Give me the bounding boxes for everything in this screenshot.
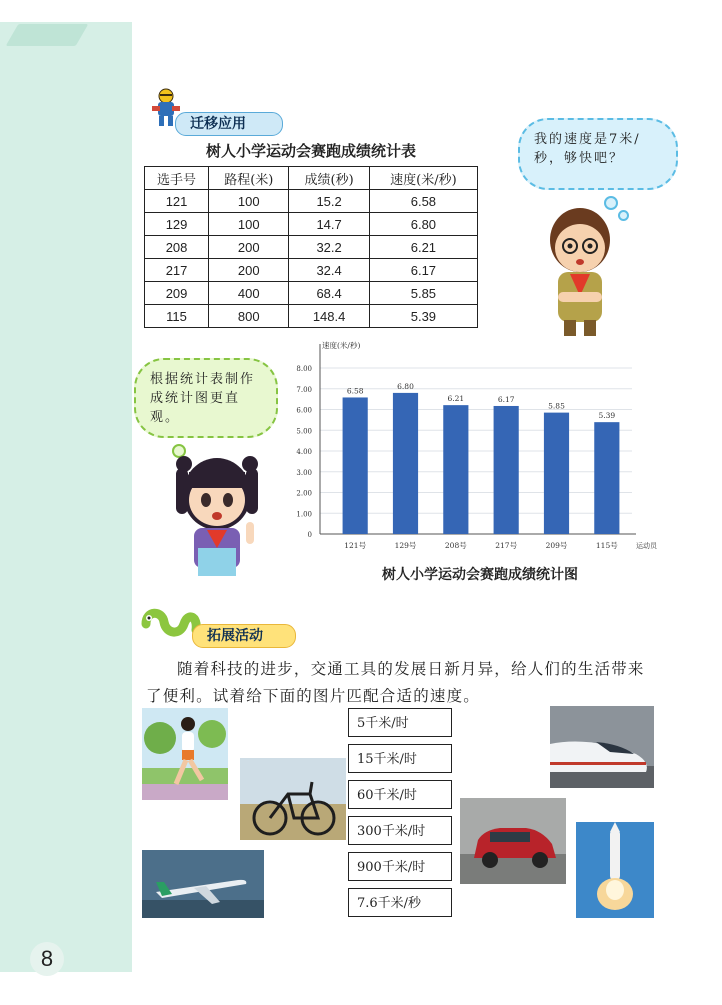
data-label: 6.80	[397, 381, 414, 391]
table-row	[145, 305, 478, 328]
y-tick-label: 8.00	[296, 365, 312, 373]
x-axis-label: 运动员	[636, 542, 657, 550]
cell-player: 208	[145, 236, 209, 259]
speed-option[interactable]: 5千米/时	[348, 708, 452, 737]
bar	[443, 405, 468, 534]
chart-title: 树人小学运动会赛跑成绩统计图	[382, 567, 578, 583]
bicycle-photo[interactable]	[240, 758, 346, 840]
cell-player: 115	[145, 305, 209, 328]
header-player: 选手号	[145, 167, 209, 190]
page-sidebar	[0, 22, 132, 972]
header-time: 成绩(秒)	[289, 167, 369, 190]
x-tick-label: 217号	[495, 541, 518, 550]
table-row	[145, 190, 478, 213]
table-row	[145, 213, 478, 236]
x-tick-label: 209号	[545, 541, 568, 550]
cell-distance: 200	[209, 236, 289, 259]
data-label: 6.17	[497, 394, 515, 404]
boy-speech-bubble: 我的速度是7米/秒，够快吧？	[518, 118, 678, 190]
cell-distance: 200	[209, 259, 289, 282]
cell-time: 14.7	[289, 213, 369, 236]
header-distance: 路程(米)	[209, 167, 289, 190]
section-badge-transfer: 迁移应用	[175, 112, 283, 136]
car-photo[interactable]	[460, 798, 566, 884]
cell-speed: 5.85	[369, 282, 477, 305]
cell-player: 129	[145, 213, 209, 236]
cell-distance: 400	[209, 282, 289, 305]
y-tick-label: 5.00	[296, 427, 312, 436]
bubble-tail-dot	[618, 210, 629, 221]
cell-speed: 6.17	[369, 259, 477, 282]
rocket-photo[interactable]	[576, 822, 654, 918]
page-corner-fold	[6, 24, 89, 46]
cell-player: 217	[145, 259, 209, 282]
speed-option[interactable]: 60千米/时	[348, 780, 452, 809]
table-row	[145, 259, 478, 282]
bar	[494, 406, 519, 534]
runner-photo[interactable]	[142, 708, 228, 800]
cell-speed: 5.39	[369, 305, 477, 328]
cell-time: 32.4	[289, 259, 369, 282]
high-speed-train-photo[interactable]	[550, 706, 654, 788]
y-tick-label: 4.00	[296, 448, 312, 456]
cell-time: 68.4	[289, 282, 369, 305]
speed-option[interactable]: 7.6千米/秒	[348, 888, 452, 917]
speed-bar-chart	[286, 336, 662, 558]
speed-option[interactable]: 300千米/时	[348, 816, 452, 845]
bar	[544, 413, 569, 534]
results-table	[144, 166, 478, 328]
cell-time: 148.4	[289, 305, 369, 328]
cell-time: 15.2	[289, 190, 369, 213]
bar	[594, 422, 619, 534]
airplane-photo[interactable]	[142, 850, 264, 918]
table-row	[145, 236, 478, 259]
y-tick-label: 1.00	[296, 510, 312, 519]
girl-speech-bubble: 根据统计表制作成统计图更直观。	[134, 358, 278, 438]
cell-time: 32.2	[289, 236, 369, 259]
table-title: 树人小学运动会赛跑成绩统计表	[205, 142, 416, 160]
y-tick-label: 3.00	[296, 468, 312, 477]
cell-player: 209	[145, 282, 209, 305]
header-speed: 速度(米/秒)	[369, 167, 477, 190]
table-header-row	[145, 167, 478, 190]
boy-character	[544, 206, 616, 336]
section-badge-extension: 拓展活动	[192, 624, 296, 648]
data-label: 6.58	[346, 386, 364, 396]
cell-distance: 100	[209, 213, 289, 236]
speed-option[interactable]: 15千米/时	[348, 744, 452, 773]
data-label: 5.39	[598, 411, 616, 421]
cell-distance: 100	[209, 190, 289, 213]
bar	[393, 393, 418, 534]
cell-speed: 6.58	[369, 190, 477, 213]
cell-speed: 6.21	[369, 236, 477, 259]
bar	[343, 397, 368, 534]
cell-speed: 6.80	[369, 213, 477, 236]
data-label: 6.21	[447, 394, 465, 404]
y-tick-label: 7.00	[296, 385, 312, 394]
x-tick-label: 115号	[595, 541, 618, 550]
x-tick-label: 121号	[344, 541, 367, 550]
y-tick-label: 6.00	[296, 406, 312, 415]
activity-paragraph: 随着科技的进步，交通工具的发展日新月异，给人们的生活带来了便利。试着给下面的图片匹配合适的速度。	[146, 660, 645, 705]
x-tick-label: 208号	[444, 541, 467, 550]
data-label: 5.85	[548, 401, 565, 411]
table-row	[145, 282, 478, 305]
girl-character	[162, 448, 272, 576]
speed-option[interactable]: 900千米/时	[348, 852, 452, 881]
y-axis-label: 速度(米/秒)	[322, 341, 361, 350]
page-number: 8	[30, 942, 64, 976]
y-tick-label: 0	[307, 531, 312, 539]
x-tick-label: 129号	[394, 541, 417, 550]
cell-player: 121	[145, 190, 209, 213]
cell-distance: 800	[209, 305, 289, 328]
y-tick-label: 2.00	[296, 489, 312, 498]
